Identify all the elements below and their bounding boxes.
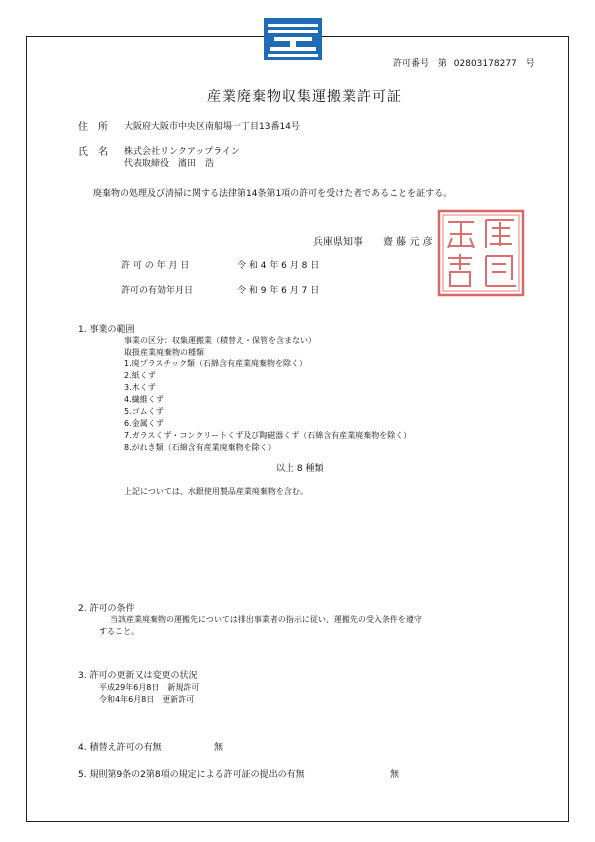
permit-number-suffix: 号 xyxy=(525,59,535,69)
permit-number-value: 02803178277 xyxy=(453,59,517,69)
representative-name: 代表取締役 濱田 浩 xyxy=(124,159,215,169)
waste-type-item: 6.金属くず xyxy=(124,419,164,428)
waste-type-item: 1.廃プラスチック類（石綿含有産業廃棄物を除く） xyxy=(124,359,307,368)
prefectural-governor-seal-icon xyxy=(436,208,526,298)
certification-text: 廃棄物の処理及び清掃に関する法律第14条第1項の許可を受けた者であることを証する。 xyxy=(93,189,453,199)
permit-condition-line1: 当該産業廃棄物の運搬先については排出事業者の指示に従い、運搬先の受入条件を遵守 xyxy=(110,615,422,624)
business-category: 事業の区分：収集運搬業（積替え・保管を含まない） xyxy=(124,336,316,345)
name-label: 氏 名 xyxy=(78,147,108,158)
mercury-note: 上記については、水銀使用製品産業廃棄物を含む。 xyxy=(124,487,308,496)
permit-condition-line2: すること。 xyxy=(99,627,139,636)
waste-types-heading: 取扱産業廃棄物の種類 xyxy=(124,348,204,357)
section1-heading: 1. 事業の範囲 xyxy=(78,325,135,335)
permit-number-prefix: 第 xyxy=(437,59,447,69)
address-label: 住 所 xyxy=(78,122,108,133)
waste-type-item: 7.ガラスくず・コンクリートくず及び陶磁器くず（石綿含有産業廃棄物を除く） xyxy=(124,431,412,440)
expiry-date-label: 許可の有効年月日 xyxy=(121,286,194,296)
waste-type-item: 8.がれき類（石綿含有産業廃棄物を除く） xyxy=(124,443,276,452)
section2-heading: 2. 許可の条件 xyxy=(78,604,135,614)
waste-type-item: 5.ゴムくず xyxy=(124,407,164,416)
submission-value: 無 xyxy=(390,770,400,780)
hyogo-prefecture-emblem-icon xyxy=(264,18,322,60)
renewal-history-line1: 平成29年6月8日 新規許可 xyxy=(99,683,200,692)
permit-number xyxy=(393,56,535,69)
transshipment-value: 無 xyxy=(214,743,224,753)
expiry-date-value: 令 和 9 年 6 月 7 日 xyxy=(237,286,320,296)
section5-heading: 5. 規則第9条の2第8項の規定による許可証の提出の有無 xyxy=(78,770,305,780)
document-title: 産業廃棄物収集運搬業許可証 xyxy=(207,89,402,105)
waste-type-item: 2.紙くず xyxy=(124,371,156,380)
waste-type-item: 3.木くず xyxy=(124,383,156,392)
waste-type-count: 以上 8 種類 xyxy=(276,464,324,474)
renewal-history-line2: 令和4年6月8日 更新許可 xyxy=(99,695,195,704)
waste-type-item: 4.繊維くず xyxy=(124,395,164,404)
company-name: 株式会社リンクアップライン xyxy=(124,147,240,157)
permit-number-label: 許可番号 xyxy=(393,59,430,69)
permit-date-label: 許 可 の 年 月 日 xyxy=(121,261,190,271)
address-value: 大阪府大阪市中央区南船場一丁目13番14号 xyxy=(124,122,300,132)
issuer-name: 兵庫県知事 齋 藤 元 彦 xyxy=(313,237,433,248)
section3-heading: 3. 許可の更新又は変更の状況 xyxy=(78,671,198,681)
section4-heading: 4. 積替え許可の有無 xyxy=(78,743,162,753)
permit-date-value: 令 和 4 年 6 月 8 日 xyxy=(237,261,320,271)
